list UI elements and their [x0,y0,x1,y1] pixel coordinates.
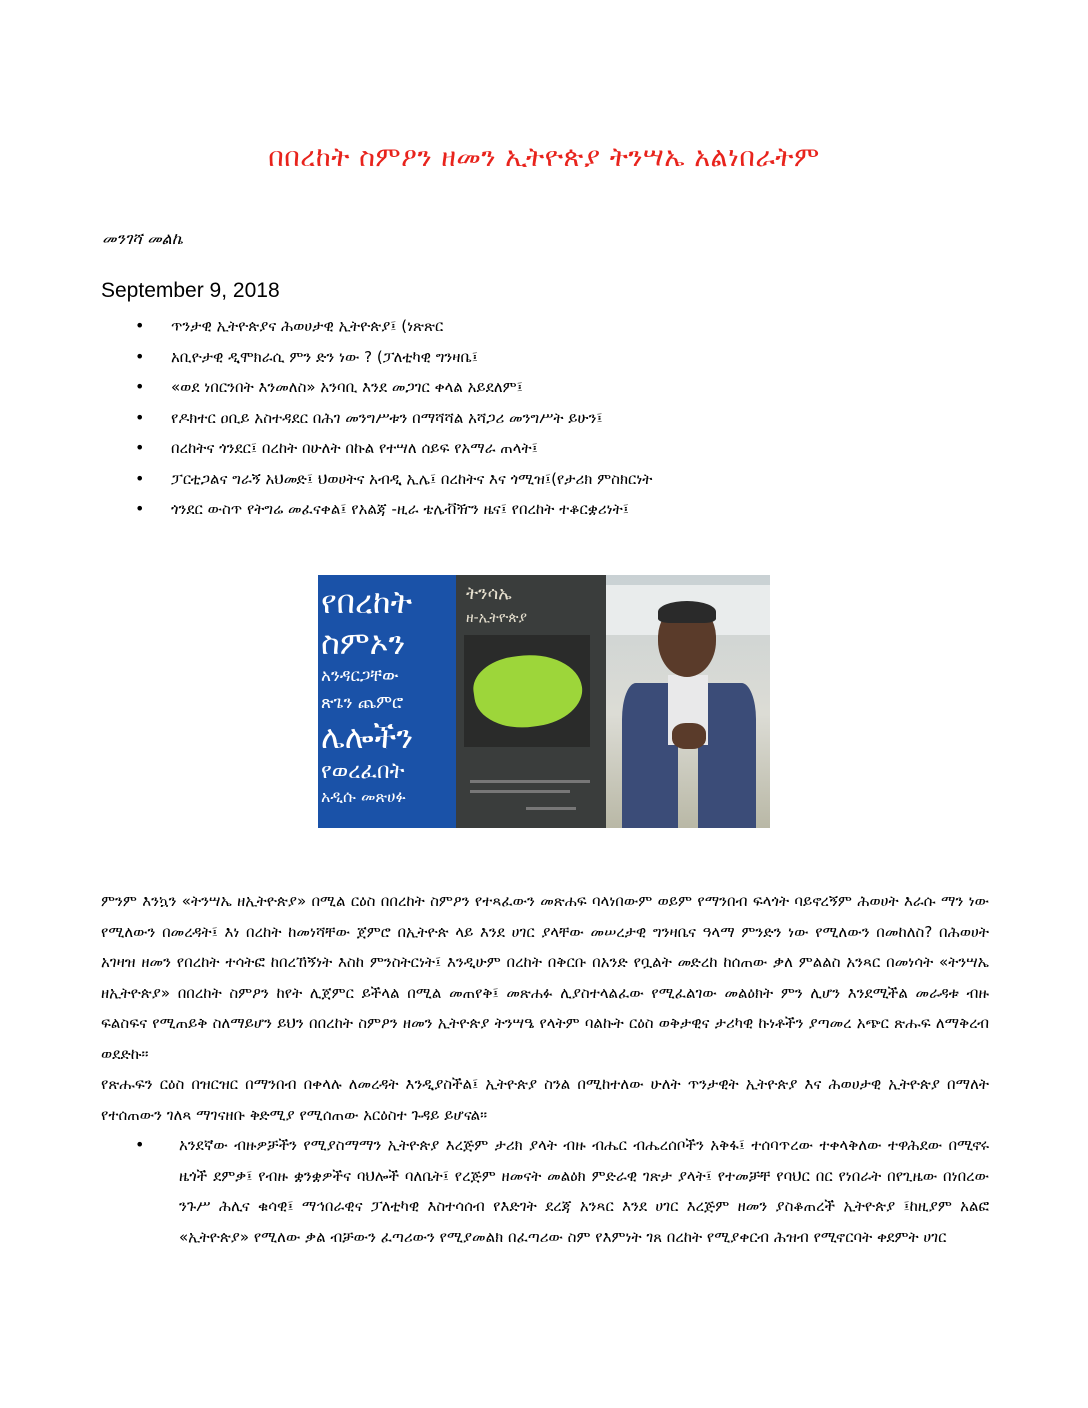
article-date: September 9, 2018 [101,279,280,302]
article-title: በበረከት ስምዖን ዘመን ኢትዮጵያ ትንሣኤ አልነበራትም [268,142,820,173]
related-links-list [135,311,652,525]
related-link[interactable]: • አቢዮታዊ ዲሞክራሲ ምን ድን ነው ? (ፓለቲካዊ ግንዛቤ፤ [135,342,652,373]
hair [658,601,716,623]
book-promo-cover [318,575,456,828]
article-body [101,886,989,1252]
cover-line: የወረፈበት [321,759,405,784]
related-link[interactable]: • ጎንደር ውስጥ የትግሬ መፈናቀል፤ የአልጃ -ዚራ ቴሌቭዥን ዜና፤ የበረከት ተቆርቋሪነት፤ [135,494,652,525]
related-link[interactable]: • «ወደ ነበርንበት እንመለስ» አንባቢ እንደ መጋገር ቀላል አይደለም፤ [135,372,652,403]
related-link[interactable]: • ፓርቲጋልና ግራኝ አህመድ፤ ህወሀትና አብዲ ኢሌ፤ በረከትና እና ጎሚዝ፤(የታሪክ ምስክርነት [135,464,652,495]
cover-line: አዲሱ መጽሀፉ [321,787,406,806]
related-link[interactable]: • በረከትና ጎንደር፤ በረከት በሁለት በኩል የተሣለ ሰይፍ የአማራ ጠላት፤ [135,433,652,464]
body-paragraph: የጽሑፍን ርዕስ በዝርዝር በማንበብ በቀላሉ ለመረዳት እንዲያስችል፤ ኢትዮጵያ ስንል በሚከተለው ሁለት ጥንታዊት ኢትዮጵያ እና ሕወሀታዊ ኢትዮጵያ በማለት የተሰጠውን ገለጻ ማገናዘቡ ቅድሚያ የሚሰጠው አርዕስተ ጉዳይ ይሆናል። [101,1075,989,1124]
cover-line: ሌሎችን [321,718,414,756]
body-paragraph: ምንም እንኳን «ትንሣኤ ዘኢትዮጵያ» በሚል ርዕስ በበረከት ስምዖን የተጻፈውን መጽሐፍ ባላነበውም ወይም የማንበብ ፍላጎት ባይኖረኝም ሕወሀት እራሱ ማን ነው የሚለውን በመረዳት፤ እነ በረከት ከመነሻቸው ጀምሮ በኢትዮጵ ላይ እንደ ሀገር ያላቸው መሠረታዊ ግንዛቤና ዓላማ ምንድን ነው የሚለውን በመከለስ? በሕወሀት አገዛዝ ዘመን የበረከት ተሳትፎ ከበረኸኝነት እስከ ምንስትርነት፤ እንዲሁም በረከት በቅርቡ በአንድ የቧልት መድረከ ከሰጠው ቃለ ምልልስ አንጻር በመነሳት «ትንሣኤ ዘኢትዮጵያ» በበረከት ስምዖን ከየት ሊጀምር ይችላል በሚል መጠየቅ፤ መጽሐፉ ሊያስተላልፈው የሚፈልገው መልዕክት ምን ሊሆን እንደሚችል መራዳቱ ብዙ ፍልስፍና የሚጠይቅ ስለማይሆን ይህን በበረከት ስምዖን ዘመን ኢትዮጵያ ትንሣዔ የላትም ባልኩት ርዕስ ወቅታዊና ታሪካዊ ኩነቶችን ያጣመረ አጭር ጽሑፍ ለማቅረብ ወደድኩ። [101,892,989,1063]
book-subtitle-line [470,780,590,783]
hands [672,723,706,749]
book-title-line: ትንሳኤ [466,583,512,604]
article-author: መንገሻ መልኬ [102,229,183,248]
cover-line: አንዳርጋቸው [321,666,399,686]
article-photo [318,575,770,828]
book-subtitle-line [470,790,570,793]
body-list-item: • አንደኛው ብዙዎቻችን የሚያስማማን ኢትዮጵያ እረጅም ታሪክ ያላት ብዙ ብሔር ብሔረሰቦችን አቅፋ፤ ተሰባጥረው ተቀላቅለው ተዋሕደው በሚኖሩ ዜጎች ደምቃ፤ የብዙ ቋንቋዎችና ባህሎች ባለቤት፤ የረጅም ዘመናት መልዕክ ምድራዊ ገጽታ ያላት፤ የተመቻቸ የባህር በር የነበራት በየጊዜው በነበረው ንጉሥ ሕሊና ቁሳዊ፤ ማኅበራዊና ፓለቲካዊ እስተሳሰብ የእድገት ደረጃ አንጻር እንደ ሀገር እረጅም ዘመን ያስቆጠረች ኢትዮጵያ ፤ከዚያም አልፎ «ኢትዮጵያ» የሚለው ቃል ብቻውን ፈጣሪውን የሚያመልክ በፈጣሪው ስም የእምነት ገጸ በረከት የሚያቀርብ ሕዝብ የሚኖርባት ቀደምት ሀገር [135,1130,989,1252]
book-title-line: ዘ-ኢትዮጵያ [466,610,527,626]
book-author-line [526,807,576,810]
related-link[interactable]: • የዶክተር ዐቢይ አስተዳደር በሕገ መንግሥቱን በማሻሻል አሻጋሪ መንግሥት ይሁን፤ [135,403,652,434]
cover-line: ስምኦን [321,624,406,662]
cover-line: የበረከት [321,583,413,621]
related-link[interactable]: • ጥንታዊ ኢትዮጵያና ሕወሀታዊ ኢትዮጵያ፤ (ነጽጽር [135,311,652,342]
cover-line: ጽጌን ጨምሮ [321,693,404,713]
body-list [101,1130,989,1252]
man-portrait [606,575,770,828]
book-cover-image [456,575,606,828]
